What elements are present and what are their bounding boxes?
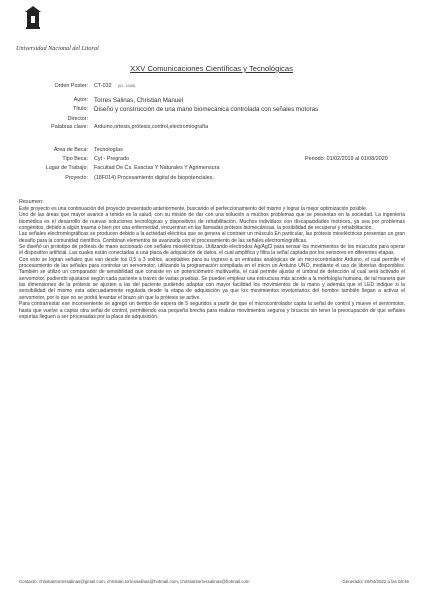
meta-palabras-clave [0, 124, 423, 133]
page-footer [19, 579, 409, 584]
meta-value: Torres Salinas, Christian Manuel [94, 97, 184, 104]
meta-orden-poster [0, 83, 423, 92]
meta-label: Autor: [73, 97, 88, 103]
meta-value: Tecnologías [94, 147, 123, 153]
meta-proyecto [0, 175, 423, 184]
meta-value: 01/02/2019 al 01/08/2020 [326, 156, 388, 162]
meta-label: Periodo: [305, 156, 326, 162]
meta-value: Cyt - Pregrado [94, 156, 130, 162]
meta-value: Arduino,ortesis,prótesis,control,electromiografía [94, 124, 209, 130]
meta-value: CT-032 [94, 83, 112, 89]
meta-label: Director: [67, 116, 88, 122]
generated-timestamp: Generado: 20/04/2022 a las 08:46 [342, 579, 409, 584]
meta-autor [0, 97, 423, 106]
abstract-paragraph: Con esto se logran señales que van desde los 0,5 a 3 voltios, aceptables para su ingreso a un entradas analógicas de un microcontrolador Arduino, el cual permite el procesamiento de las señales para controlar un servomotor, utilizando la programación compilada en el micro un Arduino UNO, mediante el uso de librerías disponibles. También se utilizó un comparador de sensibilidad que consiste en un potenciómetro multivuelta, el cual permite ajustar el umbral de detección al cual será activado el servomotor, pudiendo ajustarse según cada paciente a través de varias pruebas. Se pueden emplear una estructura más acorde a la morfología humana, de tal manera que las dimensiones de la prótesis se ajusten a las del paciente pudiendo adaptar con mayor facilidad los movimientos de la mano y además que el LED indique si la sensibilidad del mismo esta adecuadamente regulada desde la etapa de adquisición ya que los movimientos involuntarios del hombre también llegan a activar el servomotor, por lo que no se podrá levantar el brazo sin que la prótesis se active. [19, 256, 405, 301]
abstract-paragraph: Las señales electromiográficas se producen debido a la actividad eléctrica que se genera al contraer un músculo.En particular, las prótesis mioeléctricas presentan un gran desafío para la comunidad científica. Combinan elementos de avanzada con el procesamiento de las señales electromiográficas. [19, 231, 405, 244]
abstract-paragraph: Se diseñó un prototipo de prótesis de mano accionado con señales mioeléctricas. Utilizando electrodos Ag/AgCl para sensar los movimientos de los músculos para operar el dispositivo artificial. Las cuales están conectadas a una placa de adquisición de datos, el cual amplifica y filtra la señal captada por los sensores en diferentes etapas. [19, 244, 405, 257]
meta-titulo [0, 106, 423, 115]
meta-value: (18F014) Procesamiento digital de biopotenciales. [94, 175, 214, 181]
meta-value: Facultad De Cs. Exactas Y Naturales Y Agrimensura [94, 165, 220, 171]
meta-label: Proyecto: [65, 175, 88, 181]
meta-tipo-beca [0, 156, 423, 165]
conference-title: XXV Comunicaciones Científicas y Tecnológicas [130, 64, 293, 73]
meta-area-beca [0, 147, 423, 156]
university-logo-icon [18, 4, 48, 34]
meta-label: Área de Beca: [53, 147, 88, 153]
abstract-paragraph: Para contrarrestar ese inconveniente se agregó un tiempo de espera de 5 segundos a partir de que el microcontrolador capta la señal de control y mueve el servomotor, hasta que vuelve a captar otra señal de control, permitiendo esa pequeña brecha para realizar movimientos seguros y bruscos sin tener la preocupación de que señales espurias lleguen a ser procesadas por la placa de adquisición. [19, 301, 405, 320]
abstract-heading: Resumen: [19, 199, 44, 205]
abstract-paragraph: Este proyecto es una continuación del proyecto presentado anteriormente, buscando el perfeccionamiento del mismo y lograr la mejor optimización posible. [19, 206, 368, 212]
abstract-paragraph: Uno de las áreas que mayor avance a tenido es la salud, con su misión de dar con una solución a muchos problemas que se presentan en la sociedad. La ingeniería biomédica es el desarrollo de nuevas soluciones tecnológicas y dispositivos de rehabilitación. Muchos individuos con discapacidades motrices, ya sea por problemas congénitos, debido a algún trauma o bien por una enfermedad, encuentran en las llamadas prótesis biomecánicas, la posibilidad de recuperar y rehabilitación. [19, 212, 405, 232]
university-name: Universidad Nacional del Litoral [16, 45, 99, 52]
poster-id: (ID: 1698) [117, 83, 136, 88]
meta-label: Título: [73, 106, 88, 112]
meta-value: Diseño y construcción de una mano biomecánica controlada con señales motoras [94, 106, 319, 113]
meta-label: Tipo Beca: [62, 156, 88, 162]
meta-label: Palabras clave: [51, 124, 88, 130]
meta-label: Orden Poster: [54, 83, 88, 89]
abstract-body [19, 206, 405, 320]
contact-emails: Contacto: christiantorressalinas@gmail.com, christian.torressalinas@hotmail.com, christiantorressalinas@hotmail.com [19, 579, 250, 584]
meta-lugar-trabajo [0, 165, 423, 174]
meta-label: Lugar de Trabajo: [45, 165, 88, 171]
